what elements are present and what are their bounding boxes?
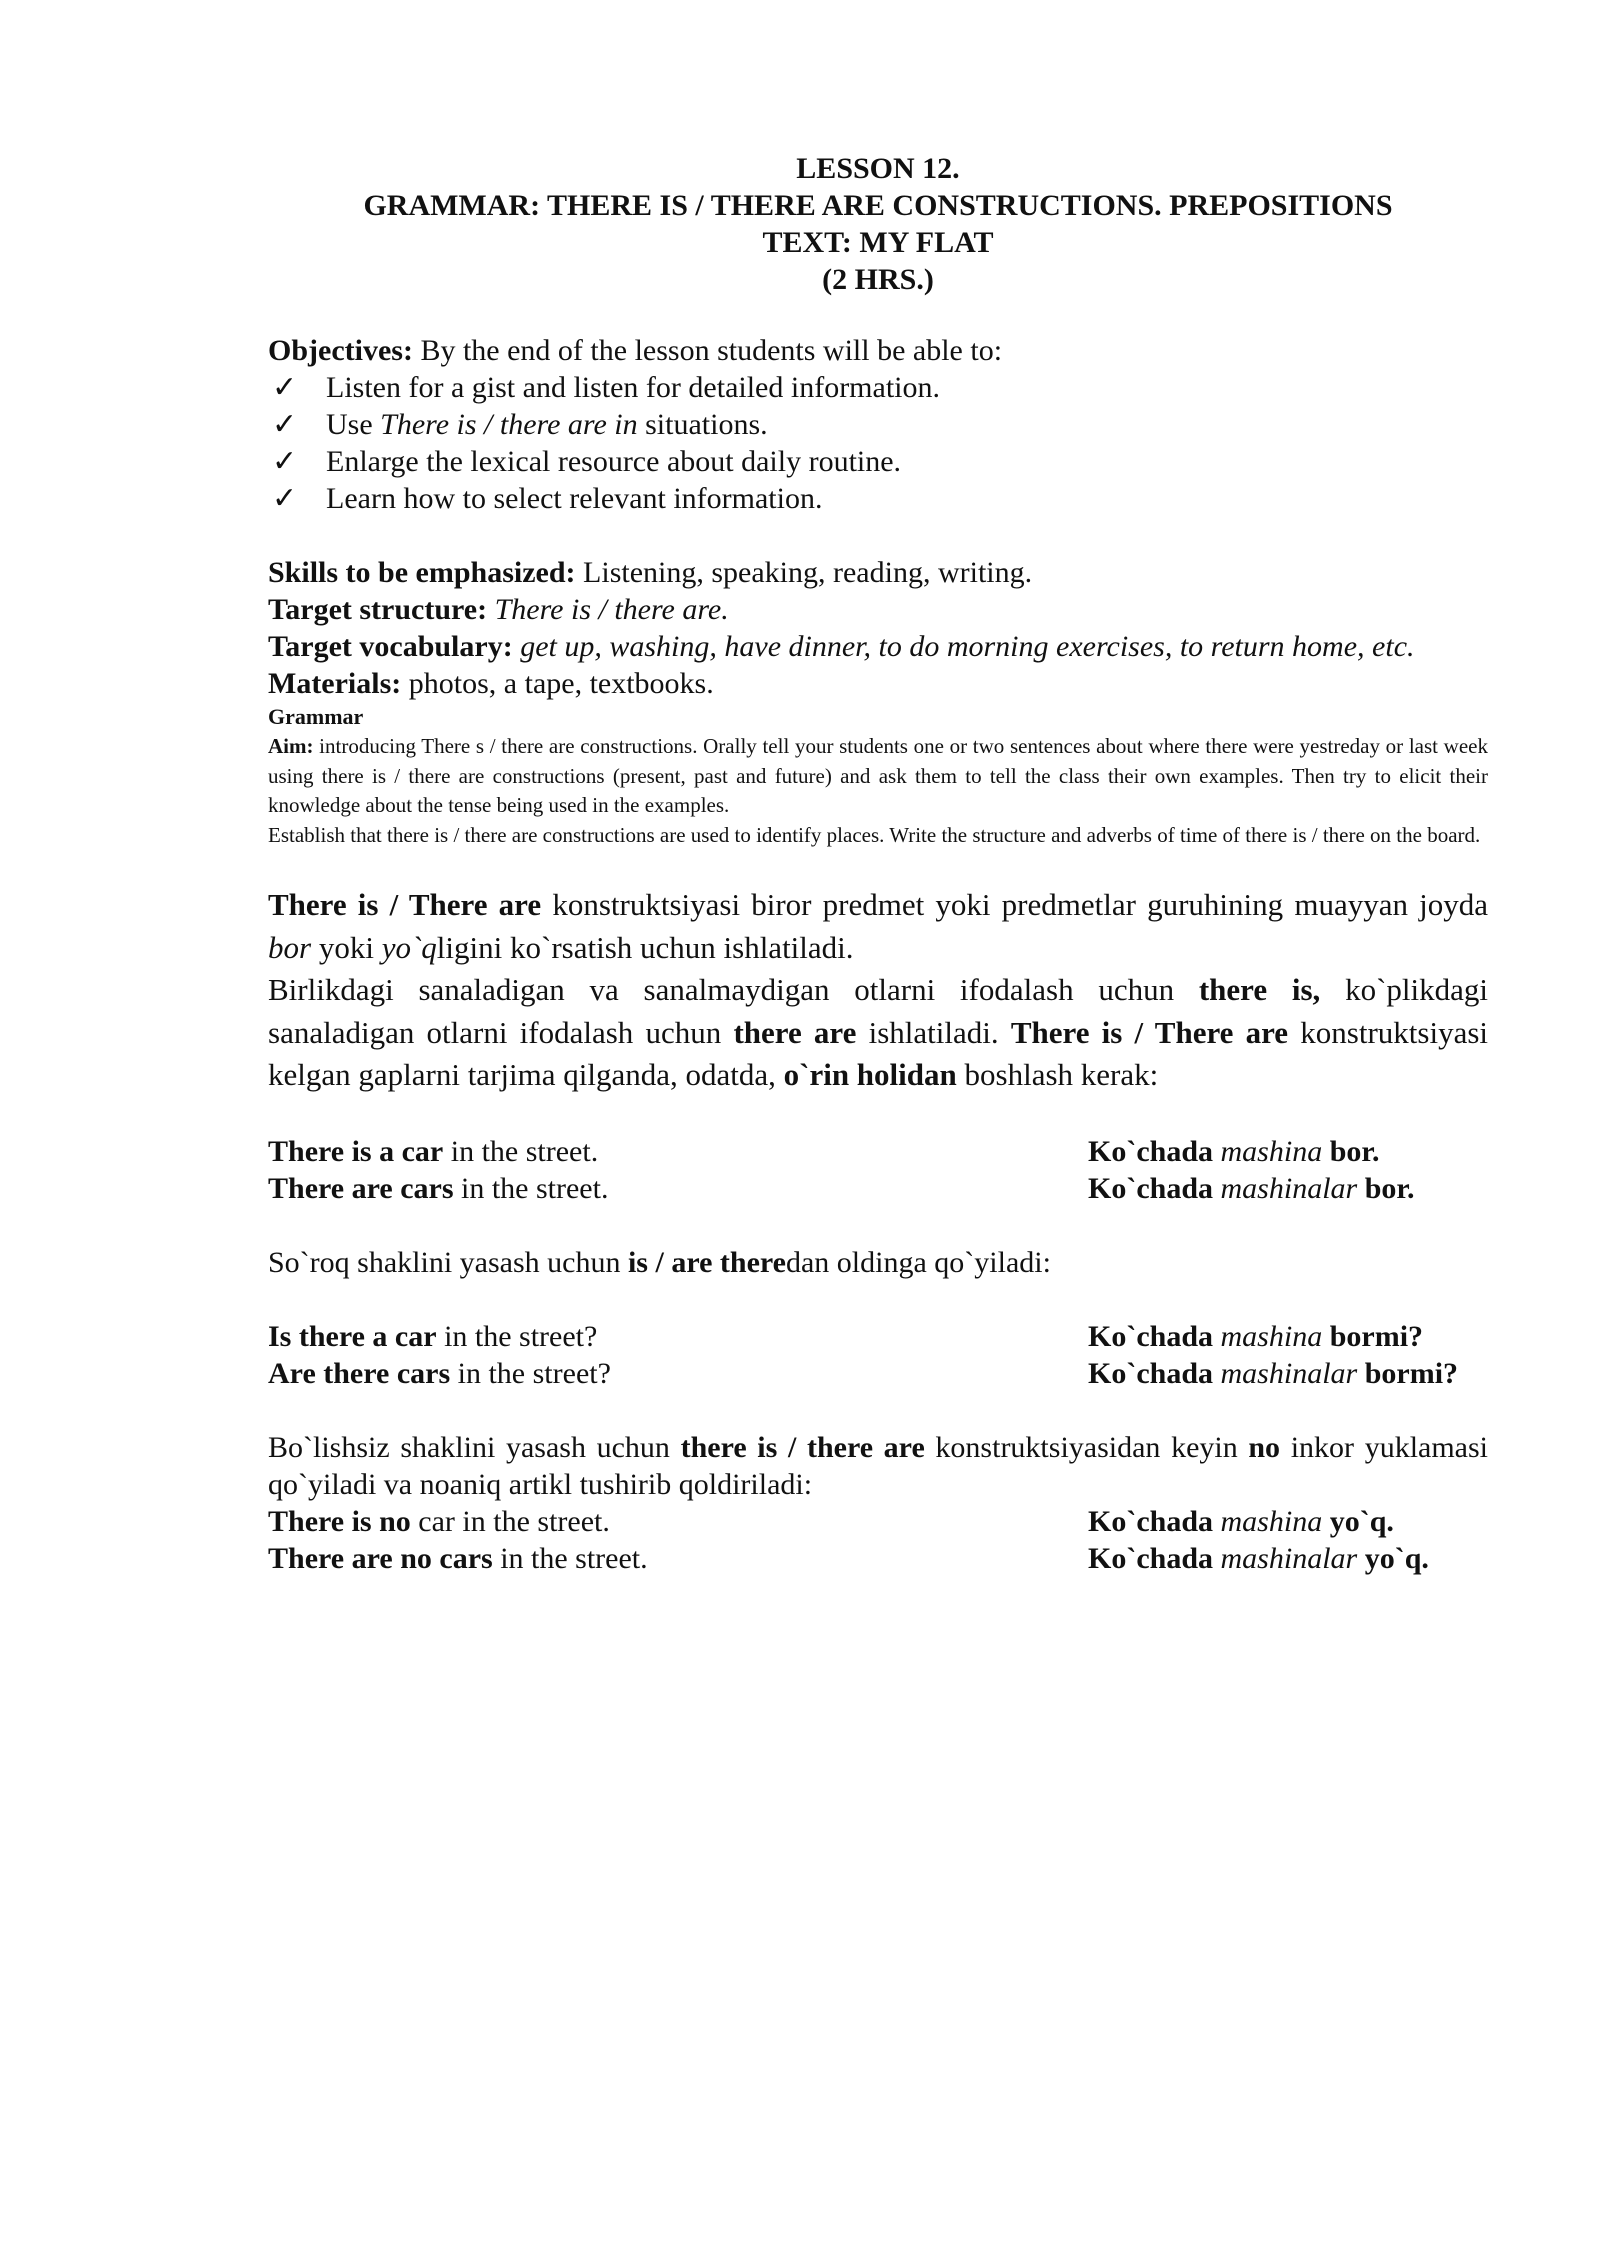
checkmark-icon: ✓ [272,445,298,478]
checkmark-icon: ✓ [272,371,298,404]
example-row: Are there cars in the street? Ko`chada mashinalar bormi? [268,1356,1459,1390]
target-vocabulary-line: Target vocabulary: get up, washing, have dinner, to do morning exercises, to return home, etc. [268,630,1415,663]
objective-item: ✓ Use There is / there are in situations. [268,406,1488,443]
aim-paragraph: Aim: introducing There s / there are constructions. Orally tell your students one or two sentences about where there were yestreday or last week using there is / there are constructions (present, past and future) and ask them to tell the class their own examples. Then try to elicit their knowledge about the tense being used in the examples. [268,734,1488,817]
target-structure-line: Target structure: There is / there are. [268,593,729,626]
lesson-header [268,150,1488,298]
affirmative-examples [268,1133,1488,1207]
example-row: Is there a car in the street? Ko`chada mashina bormi? [268,1319,1424,1353]
grammar-heading: Grammar [268,704,364,729]
aim-paragraph-2: Establish that there is / there are constructions are used to identify places. Write the structure and adverbs of time of there is / there on the board. [268,822,1481,847]
grammar-title: GRAMMAR: THERE IS / THERE ARE CONSTRUCTIONS. PREPOSITIONS [363,189,1393,222]
text-title: TEXT: MY FLAT [762,226,994,259]
skills-line: Skills to be emphasized: Listening, speaking, reading, writing. [268,556,1033,589]
negative-note: Bo`lishsiz shaklini yasash uchun there is / there are konstruktsiyasidan keyin no inkor yuklamasi qo`yiladi va noaniq artikl tushirib qoldiriladi: [268,1430,1489,1501]
materials-line: Materials: photos, a tape, textbooks. [268,667,714,700]
question-examples [268,1318,1488,1392]
checkmark-icon: ✓ [272,482,298,515]
objective-item: ✓ Enlarge the lexical resource about daily routine. [268,443,1488,480]
hours: (2 HRS.) [822,263,934,296]
objectives-label: Objectives: [268,334,413,367]
objective-item: ✓ Listen for a gist and listen for detailed information. [268,369,1488,406]
example-row: There is a car in the street. Ko`chada mashina bor. [268,1134,1380,1168]
negative-examples [268,1503,1488,1577]
document-page [268,150,1488,1577]
lesson-number: LESSON 12. [796,152,960,185]
uz-paragraph-2: Birlikdagi sanaladigan va sanalmaydigan otlarni ifodalash uchun there is, ko`plikdagi sanaladigan otlarni ifodalash uchun there are ishlatiladi. There is / There are konstruktsiyasi kelgan gaplarni tarjima qilganda, odatda, o`rin holidan boshlash kerak: [268,972,1489,1092]
objectives-list [268,369,1488,517]
uz-paragraph-1: There is / There are konstruktsiyasi biror predmet yoki predmetlar guruhining muayyan joyda bor yoki yo`qligini ko`rsatish uchun ishlatiladi. [268,887,1489,965]
example-row: There are cars in the street. Ko`chada mashinalar bor. [268,1171,1415,1205]
checkmark-icon: ✓ [272,408,298,441]
question-note: So`roq shaklini yasash uchun is / are theredan oldinga qo`yiladi: [268,1245,1051,1279]
example-row: There is no car in the street. Ko`chada mashina yo`q. [268,1504,1394,1538]
objectives-intro: Objectives: By the end of the lesson students will be able to: [268,334,1003,367]
objective-item: ✓ Learn how to select relevant information. [268,480,1488,517]
example-row: There are no cars in the street. Ko`chada mashinalar yo`q. [268,1541,1429,1575]
